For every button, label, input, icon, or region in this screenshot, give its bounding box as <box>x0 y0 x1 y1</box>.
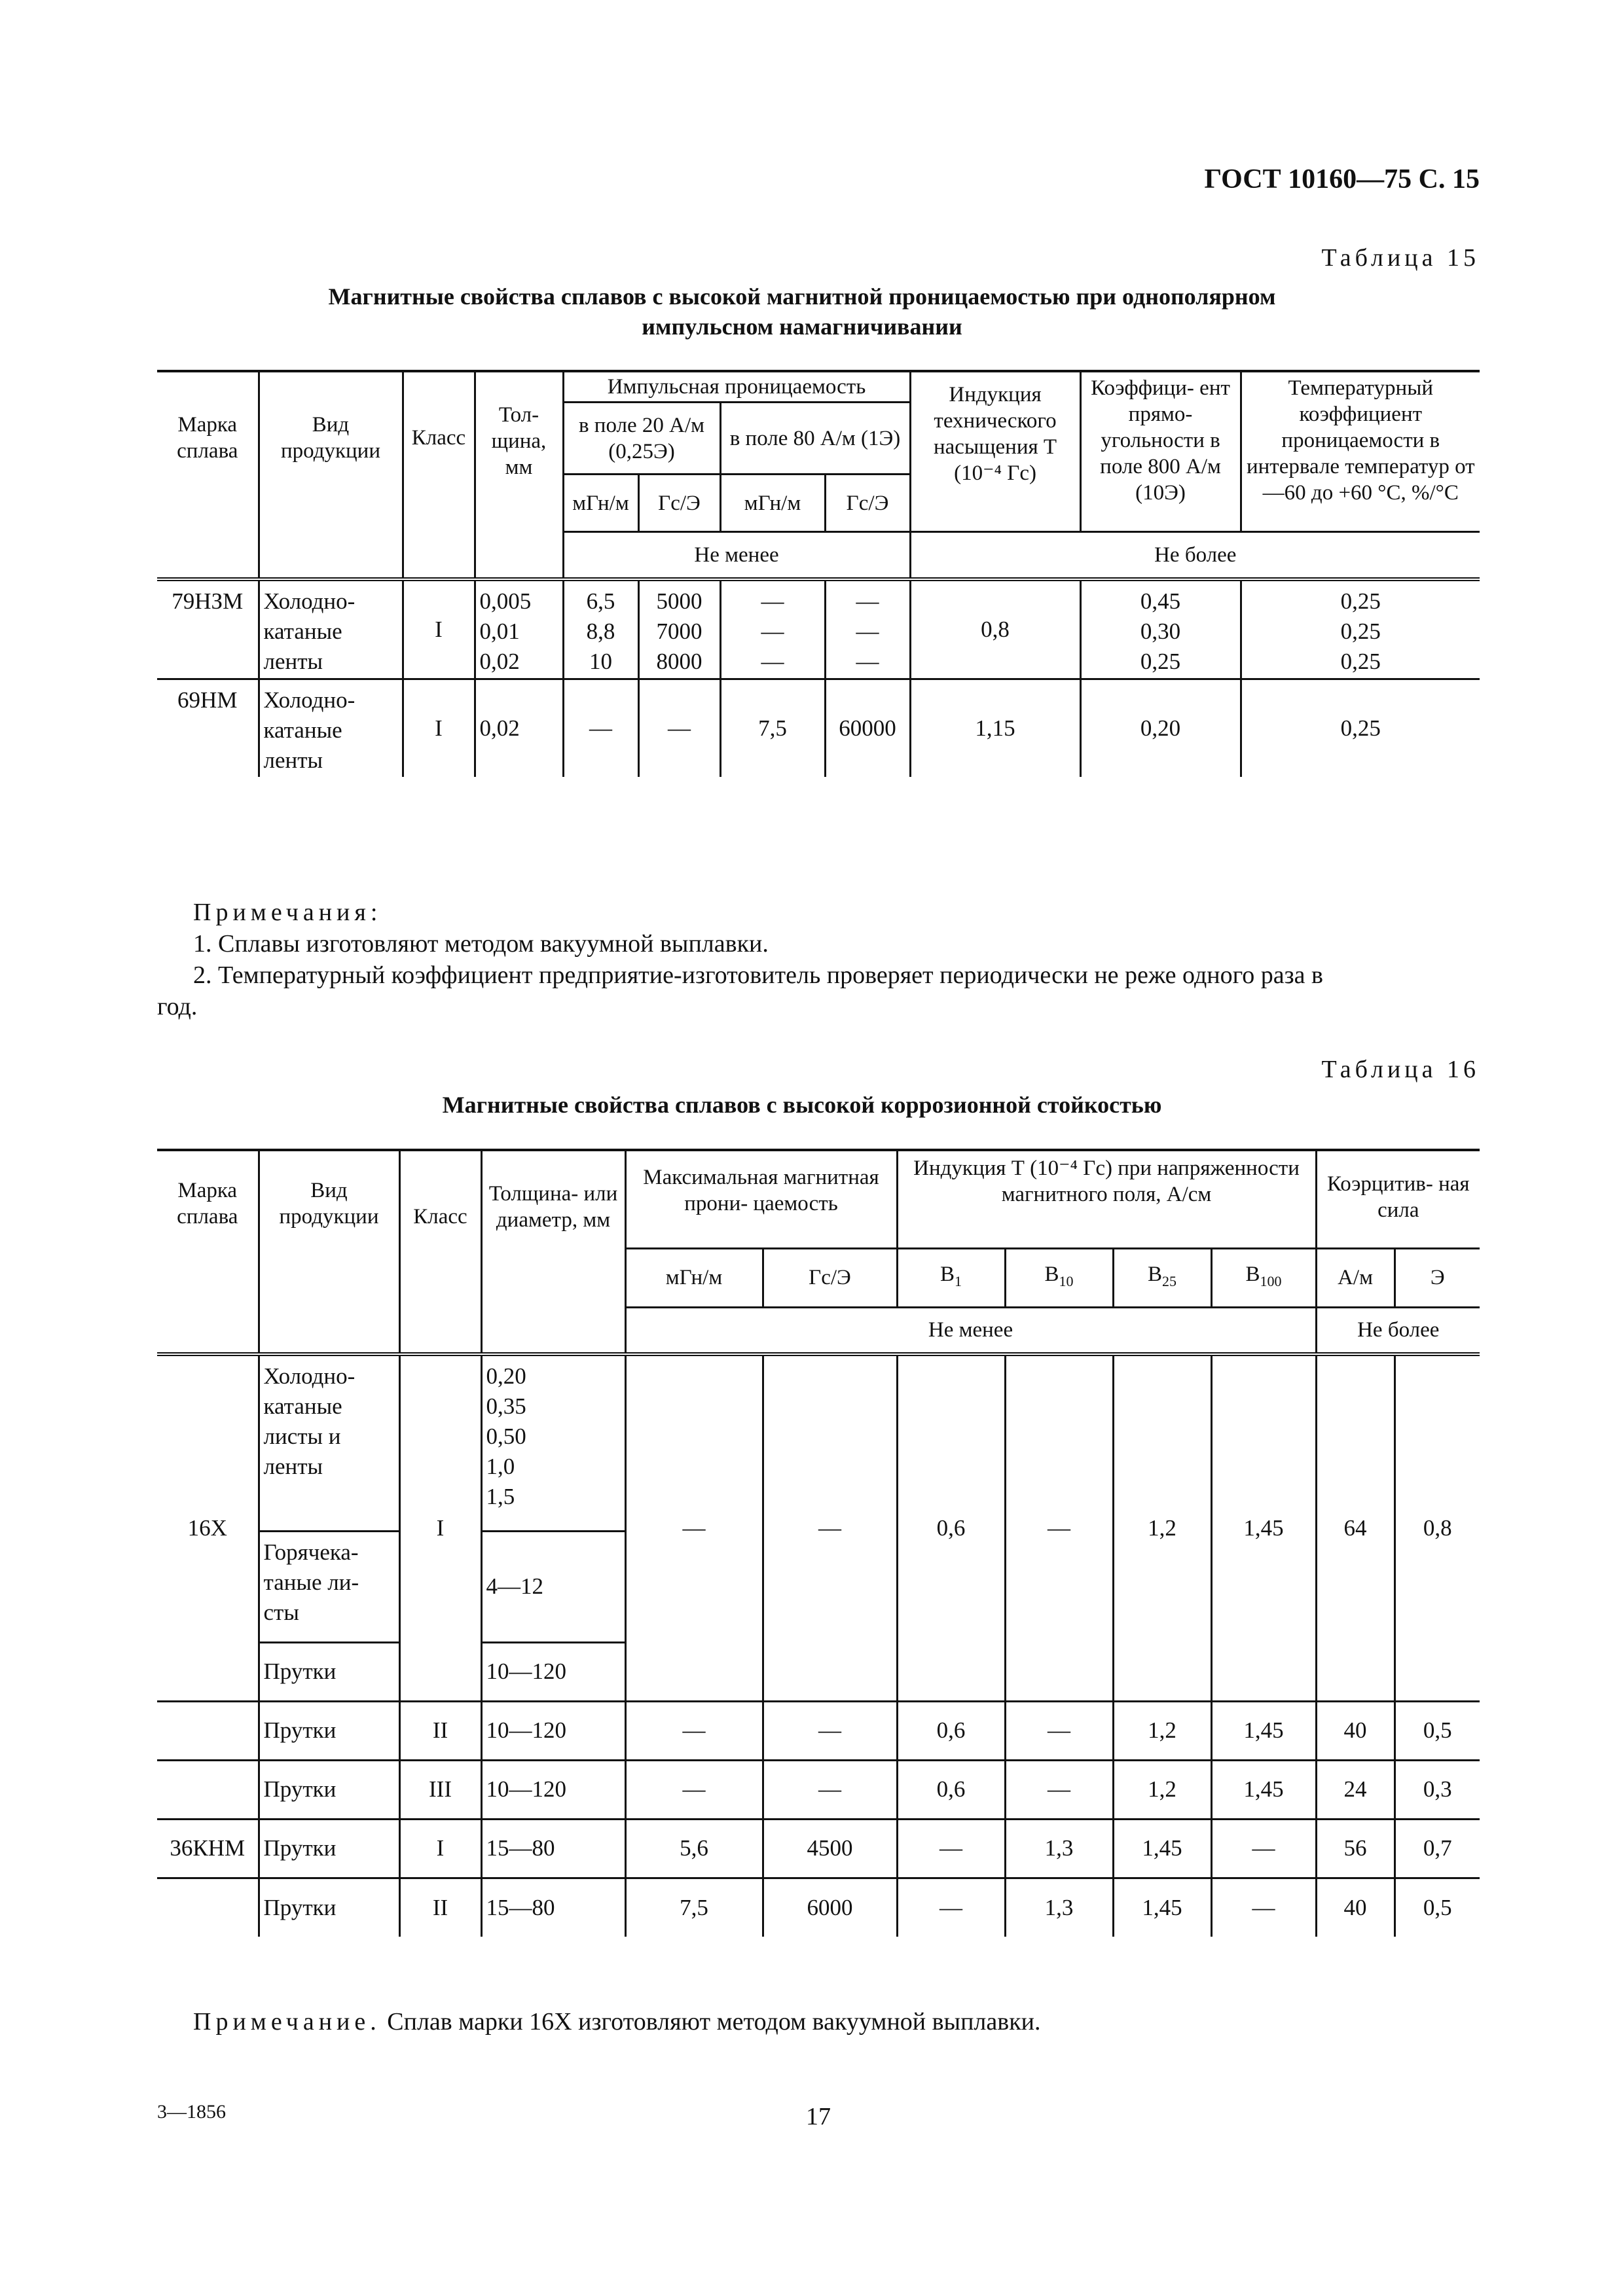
t16-h-b25: $В_{25}$ <box>1113 1248 1211 1307</box>
t16-h-grade: Марка сплава <box>157 1150 259 1307</box>
t16-h-coercive: Коэрцитив- ная сила <box>1316 1150 1480 1248</box>
table-row <box>157 1354 1480 1531</box>
table16 <box>157 1149 1480 1937</box>
t16-h-b100: $В_{100}$ <box>1211 1248 1316 1307</box>
induction: 1,15 <box>910 679 1080 777</box>
grade: 36КНМ <box>157 1819 259 1878</box>
t15-h-gse20: Гс/Э <box>638 475 720 532</box>
product: Горячека- таные ли- сты <box>259 1531 399 1642</box>
b1: 0,6 <box>897 1701 1005 1760</box>
table-row <box>157 1878 1480 1937</box>
t16-h-b1: $В_1$ <box>897 1248 1005 1307</box>
t16-not-less: Не менее <box>625 1307 1316 1354</box>
gse: — <box>763 1760 897 1819</box>
t16-h-maxperm: Максимальная магнитная прони- цаемость <box>625 1150 897 1248</box>
b1: — <box>897 1819 1005 1878</box>
t15-h-field20: в поле 20 А/м (0,25Э) <box>563 403 720 475</box>
product: Прутки <box>259 1760 399 1819</box>
b1: 0,6 <box>897 1760 1005 1819</box>
gse: 6000 <box>763 1878 897 1937</box>
mgn: 5,6 <box>625 1819 763 1878</box>
b10: 1,3 <box>1005 1819 1113 1878</box>
t15-h-grade: Марка сплава <box>157 371 259 532</box>
thickness: 10—120 <box>481 1701 625 1760</box>
grade <box>157 1701 259 1760</box>
am: 40 <box>1316 1878 1395 1937</box>
t15-h-induction: Индукция технического насыщения Т (10⁻⁴ Гс) <box>910 371 1080 532</box>
gse: — <box>763 1701 897 1760</box>
thickness: 10—120 <box>481 1642 625 1701</box>
t15-h-gse80: Гс/Э <box>825 475 910 532</box>
table15-title-line1: Магнитные свойства сплавов с высокой магнитной проницаемостью при однополярном <box>328 283 1276 310</box>
product: Прутки <box>259 1701 399 1760</box>
table15-title <box>157 281 1447 342</box>
e: 0,8 <box>1395 1354 1480 1701</box>
product: Прутки <box>259 1819 399 1878</box>
mgn80: 7,5 <box>720 679 825 777</box>
thickness: 15—80 <box>481 1819 625 1878</box>
page-header: ГОСТ 10160—75 С. 15 <box>1204 164 1480 194</box>
grade <box>157 1878 259 1937</box>
e: 0,3 <box>1395 1760 1480 1819</box>
am: 40 <box>1316 1701 1395 1760</box>
gse80: — — — <box>825 579 910 679</box>
e: 0,5 <box>1395 1878 1480 1937</box>
page-number: 17 <box>806 2103 831 2130</box>
b10: — <box>1005 1760 1113 1819</box>
b10: 1,3 <box>1005 1878 1113 1937</box>
note-1: 1. Сплавы изготовляют методом вакуумной выплавки. <box>193 930 769 958</box>
table15-title-line2: импульсном намагничивании <box>642 314 962 340</box>
class: I <box>399 1819 481 1878</box>
note-text: Сплав марки 16Х изготовляют методом вакуумной выплавки. <box>380 2008 1041 2036</box>
table16-note <box>193 2006 1476 2037</box>
table15 <box>157 370 1480 777</box>
footer-code: 3—1856 <box>157 2101 226 2123</box>
t16-h-thickness: Толщина- или диаметр, мм <box>481 1150 625 1307</box>
temp: 0,25 0,25 0,25 <box>1241 579 1480 679</box>
table-row <box>157 1760 1480 1819</box>
b100: 1,45 <box>1211 1701 1316 1760</box>
t15-h-rect: Коэффици- ент прямо- угольности в поле 800 А/м (10Э) <box>1080 371 1241 532</box>
product: Прутки <box>259 1642 399 1701</box>
t16-h-product: Вид продукции <box>259 1150 399 1307</box>
thickness: 0,20 0,35 0,50 1,0 1,5 <box>481 1354 625 1531</box>
table-row <box>157 679 1480 777</box>
mgn: 7,5 <box>625 1878 763 1937</box>
t15-h-thickness: Тол- щина, мм <box>475 371 563 532</box>
b25: 1,45 <box>1113 1878 1211 1937</box>
product: Холодно- катаные листы и ленты <box>259 1354 399 1531</box>
t15-h-mgn20: мГн/м <box>563 475 638 532</box>
t15-h-mgn80: мГн/м <box>720 475 825 532</box>
t15-h-impulse: Импульсная проницаемость <box>563 371 910 403</box>
rect: 0,20 <box>1080 679 1241 777</box>
mgn: — <box>625 1701 763 1760</box>
thickness: 0,005 0,01 0,02 <box>475 579 563 679</box>
grade: 69НМ <box>157 679 259 777</box>
t16-h-mgn: мГн/м <box>625 1248 763 1307</box>
product: Холодно- катаные ленты <box>259 679 403 777</box>
gse20: 5000 7000 8000 <box>638 579 720 679</box>
class: III <box>399 1760 481 1819</box>
am: 64 <box>1316 1354 1395 1701</box>
thickness: 0,02 <box>475 679 563 777</box>
table16-title: Магнитные свойства сплавов с высокой коррозионной стойкостью <box>442 1092 1162 1118</box>
t16-h-b10: $В_{10}$ <box>1005 1248 1113 1307</box>
t15-not-more: Не более <box>910 532 1480 579</box>
class: II <box>399 1701 481 1760</box>
rect: 0,45 0,30 0,25 <box>1080 579 1241 679</box>
product: Прутки <box>259 1878 399 1937</box>
b1: — <box>897 1878 1005 1937</box>
mgn20: 6,5 8,8 10 <box>563 579 638 679</box>
grade <box>157 1760 259 1819</box>
t15-not-less: Не менее <box>563 532 910 579</box>
t15-h-class: Класс <box>403 371 475 532</box>
gse: 4500 <box>763 1819 897 1878</box>
table-row <box>157 1819 1480 1878</box>
b10: — <box>1005 1701 1113 1760</box>
b25: 1,2 <box>1113 1354 1211 1701</box>
thickness: 15—80 <box>481 1878 625 1937</box>
table15-notes <box>157 897 1480 1022</box>
e: 0,5 <box>1395 1701 1480 1760</box>
mgn: — <box>625 1760 763 1819</box>
b1: 0,6 <box>897 1354 1005 1701</box>
gse80: 60000 <box>825 679 910 777</box>
table-row <box>157 1701 1480 1760</box>
am: 24 <box>1316 1760 1395 1819</box>
note-2-cont: год. <box>157 993 198 1020</box>
note-label: Примечание. <box>193 2008 381 2036</box>
gse: — <box>763 1354 897 1701</box>
t15-h-field80: в поле 80 А/м (1Э) <box>720 403 910 475</box>
grade: 16Х <box>157 1354 259 1701</box>
notes-title: Примечания: <box>193 899 382 926</box>
t16-h-e: Э <box>1395 1248 1480 1307</box>
b100: 1,45 <box>1211 1760 1316 1819</box>
b100: — <box>1211 1878 1316 1937</box>
product: Холодно- катаные ленты <box>259 579 403 679</box>
b25: 1,2 <box>1113 1701 1211 1760</box>
thickness: 4—12 <box>481 1531 625 1642</box>
b25: 1,2 <box>1113 1760 1211 1819</box>
t15-h-temp: Температурный коэффициент проницаемости в интервале температур от —60 до +60 °С, %/°С <box>1241 371 1480 532</box>
b100: — <box>1211 1819 1316 1878</box>
b25: 1,45 <box>1113 1819 1211 1878</box>
e: 0,7 <box>1395 1819 1480 1878</box>
t16-not-more: Не более <box>1316 1307 1480 1354</box>
mgn80: — — — <box>720 579 825 679</box>
t16-h-am: А/м <box>1316 1248 1395 1307</box>
grade: 79НЗМ <box>157 579 259 679</box>
table15-label: Таблица 15 <box>1321 244 1480 272</box>
note-2: 2. Температурный коэффициент предприятие-изготовитель проверяет периодически не реже одного раза в <box>193 961 1323 989</box>
class: II <box>399 1878 481 1937</box>
table-row <box>157 579 1480 679</box>
thickness: 10—120 <box>481 1760 625 1819</box>
mgn20: — <box>563 679 638 777</box>
class: I <box>403 679 475 777</box>
t16-h-class: Класс <box>399 1150 481 1307</box>
class: I <box>399 1354 481 1701</box>
t16-h-induction: Индукция Т (10⁻⁴ Гс) при напряженности магнитного поля, А/см <box>897 1150 1316 1248</box>
mgn: — <box>625 1354 763 1701</box>
t16-h-gse: Гс/Э <box>763 1248 897 1307</box>
table16-label: Таблица 16 <box>1321 1056 1480 1083</box>
am: 56 <box>1316 1819 1395 1878</box>
t15-h-product: Вид продукции <box>259 371 403 532</box>
gse20: — <box>638 679 720 777</box>
class: I <box>403 579 475 679</box>
b10: — <box>1005 1354 1113 1701</box>
b100: 1,45 <box>1211 1354 1316 1701</box>
temp: 0,25 <box>1241 679 1480 777</box>
induction: 0,8 <box>910 579 1080 679</box>
